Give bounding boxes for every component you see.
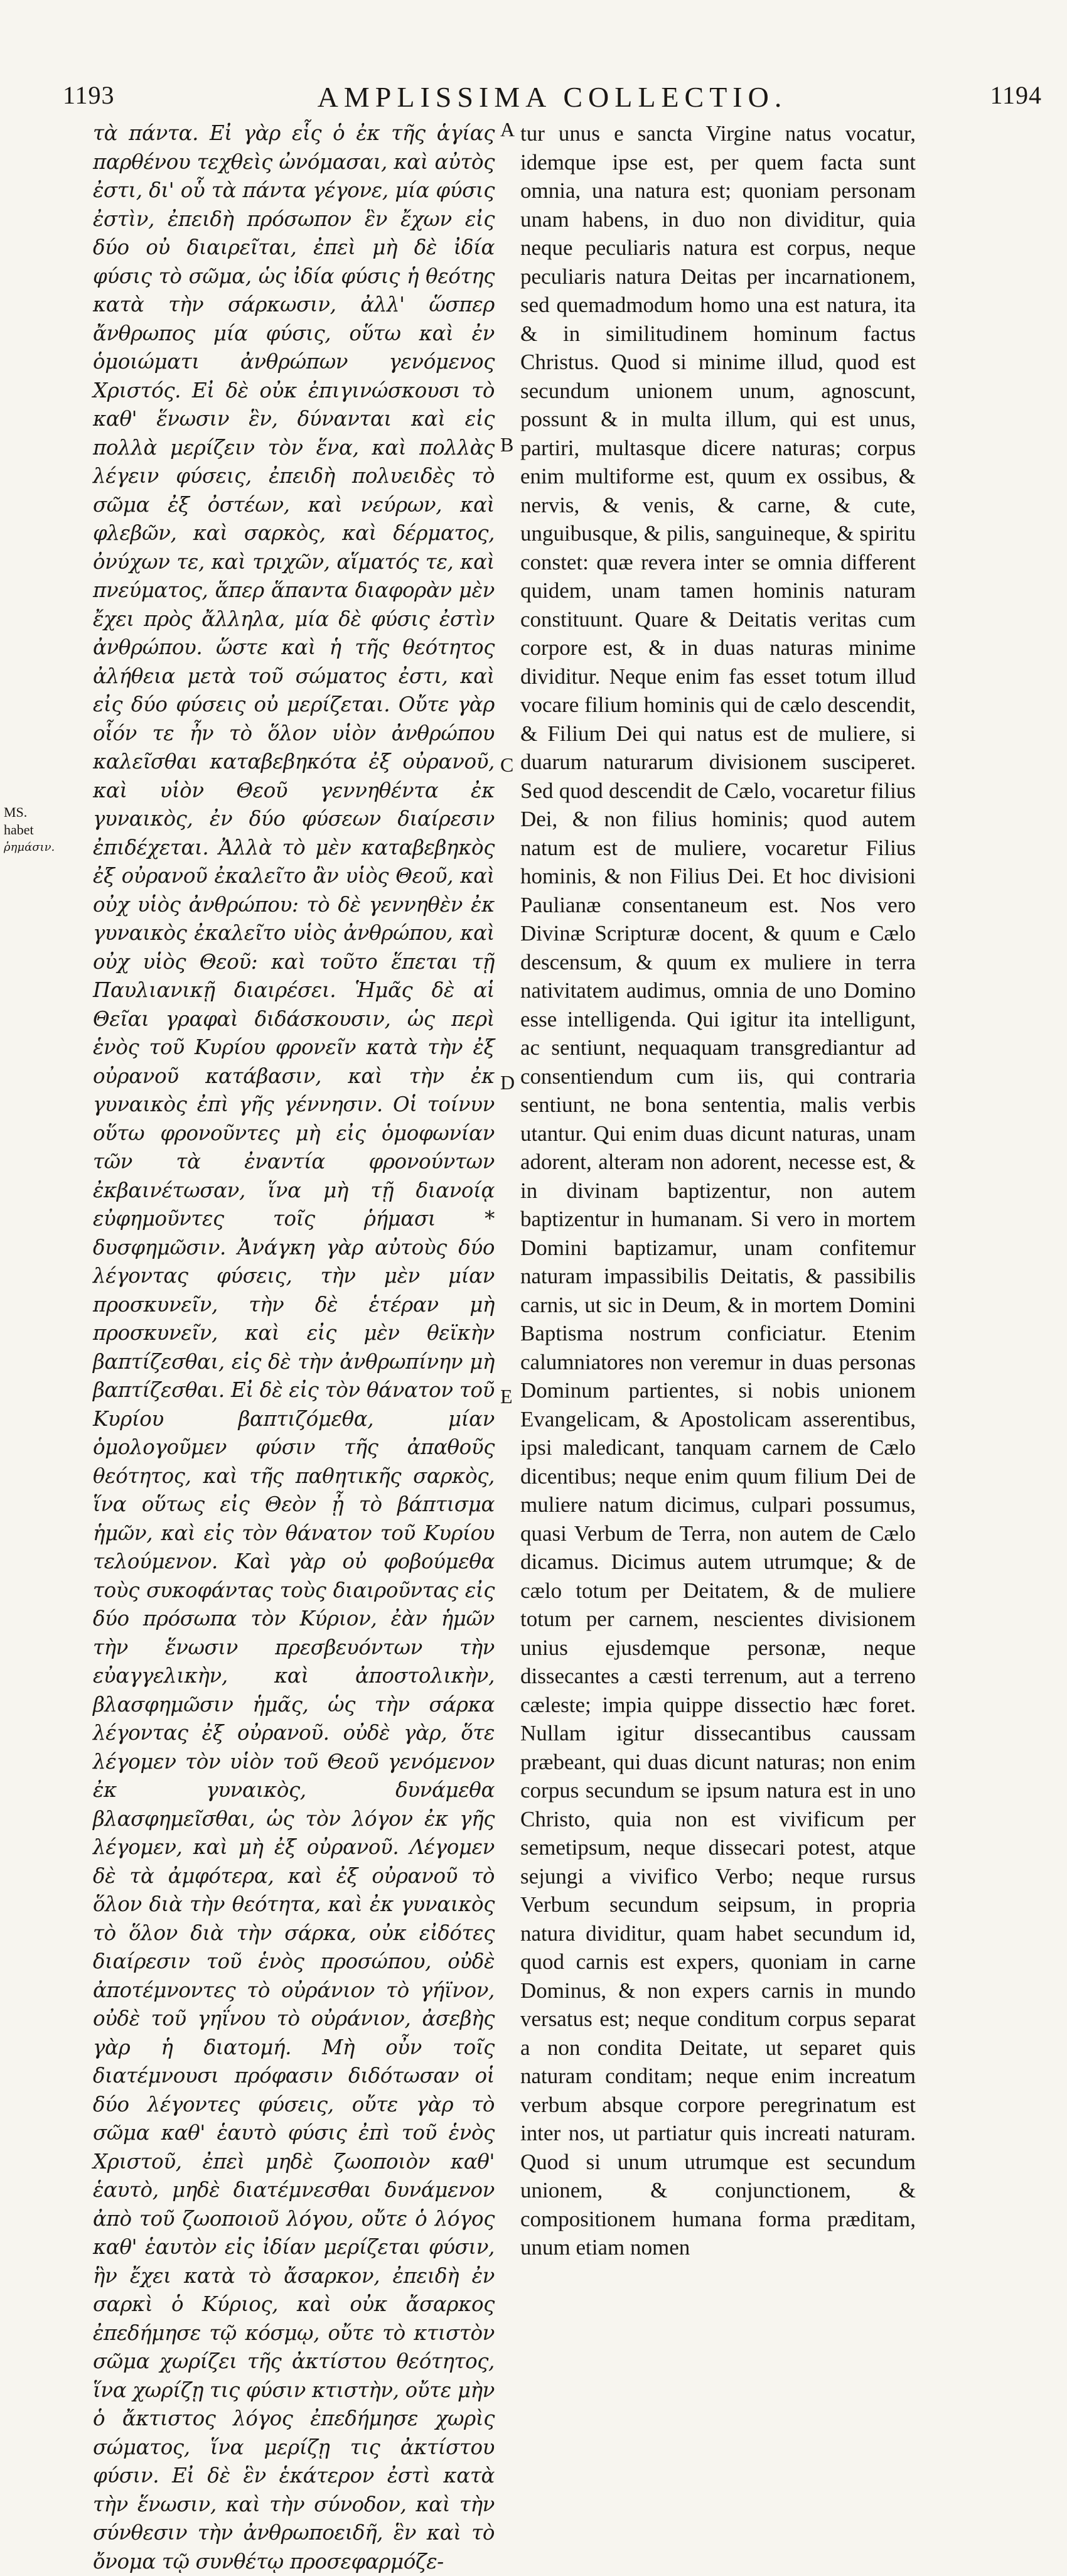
greek-text: τὰ πάντα. Εἰ γὰρ εἷς ὁ ἐκ τῆς ἁγίας παρθένου τεχθεὶς ὠνόμασαι, καὶ αὐτὸς ἐστι, δι' οὗ τὰ πάντα γέγονε, μία φύσις ἐστὶν, ἐπειδὴ πρόσωπον ἓν ἔχων εἰς δύο οὐ διαιρεῖται, ἐπεὶ μὴ δὲ ἰδία φύσις τὸ σῶμα, ὡς ἰδία φύσις ἡ θεότης κατὰ τὴν σάρκωσιν, ἀλλ' ὥσπερ ἄνθρωπος μία φύσις, οὕτω καὶ ἐν ὁμοιώματι ἀνθρώπων γενόμενος Χριστός. Εἰ δὲ οὐκ ἐπιγινώσκουσι τὸ καθ' ἕνωσιν ἓν, δύνανται καὶ εἰς πολλὰ μερίζειν τὸν ἕνα, καὶ πολλὰς λέγειν φύσεις, ἐπειδὴ πολυειδὲς τὸ σῶμα ἐξ ὀστέων, καὶ νεύρων, καὶ φλεβῶν, καὶ σαρκὸς, καὶ δέρματος, ὀνύχων τε, καὶ τριχῶν, αἵματός τε, καὶ πνεύματος, ἅπερ ἅπαντα διαφορὰν μὲν ἔχει πρὸς ἄλληλα, μία δὲ φύσις ἐστὶν ἀνθρώπου. ὥστε καὶ ἡ τῆς θεότητος ἀλήθεια μετὰ τοῦ σώματος ἐστι, καὶ εἰς δύο φύσεις οὐ μερίζεται. Οὔτε γὰρ οἷόν τε ἦν τὸ ὅλον υἱὸν ἀνθρώπου καλεῖσθαι καταβεβηκότα ἐξ οὐρανοῦ, καὶ υἱὸν Θεοῦ γεννηθέντα ἐκ γυναικὸς, ἐν δύο φύσεων διαίρεσιν ἐπιδέχεται. Ἀλλὰ τὸ μὲν καταβεβηκὸς ἐξ οὐρανοῦ ἐκαλεῖτο ἂν υἱὸς Θεοῦ, καὶ οὐχ υἱὸς ἀνθρώπου: τὸ δὲ γεννηθὲν ἐκ γυναικὸς ἐκαλεῖτο υἱὸς ἀνθρώπου, καὶ οὐχ υἱὸς Θεοῦ: καὶ τοῦτο ἕπεται τῇ Παυλιανικῇ διαιρέσει. Ἡμᾶς δὲ αἱ Θεῖαι γραφαὶ διδάσκουσιν, ὡς περὶ ἑνὸς τοῦ Κυρίου φρονεῖν κατὰ τὴν ἐξ οὐρανοῦ κατάβασιν, καὶ τὴν ἐκ γυναικὸς ἐπὶ γῆς γέννησιν. Οἱ τοίνυν οὕτω φρονοῦντες μὴ εἰς ὁμοφωνίαν τῶν τὰ ἐναντία φρονούντων ἐκβαινέτωσαν, ἵνα μὴ τῇ διανοίᾳ εὐφημοῦντες τοῖς ῥήμασι * δυσφημῶσιν. Ἀνάγκη γὰρ αὐτοὺς δύο λέγοντας φύσεις, τὴν μὲν μίαν προσκυνεῖν, τὴν δὲ ἑτέραν μὴ προσκυνεῖν, καὶ εἰς μὲν θεϊκὴν βαπτίζεσθαι, εἰς δὲ τὴν ἀνθρωπίνην μὴ βαπτίζεσθαι. Εἰ δὲ εἰς τὸν θάνατον τοῦ Κυρίου βαπτιζόμεθα, μίαν ὁμολογοῦμεν φύσιν τῆς ἀπαθοῦς θεότητος, καὶ τῆς παθητικῆς σαρκὸς, ἵνα οὕτως εἰς Θεὸν ᾖ τὸ βάπτισμα ἡμῶν, καὶ εἰς τὸν θάνατον τοῦ Κυρίου τελούμενον. Καὶ γὰρ οὐ φοβούμεθα τοὺς συκοφάντας τοὺς διαιροῦντας εἰς δύο πρόσωπα τὸν Κύριον, ἐὰν ἡμῶν τὴν ἕνωσιν πρεσβευόντων τὴν εὐαγγελικὴν, καὶ ἀποστολικὴν, βλασφημῶσιν ἡμᾶς, ὡς τὴν σάρκα λέγοντας ἐξ οὐρανοῦ. οὐδὲ γὰρ, ὅτε λέγομεν τὸν υἱὸν τοῦ Θεοῦ γενόμενον ἐκ γυναικὸς, δυνάμεθα βλασφημεῖσθαι, ὡς τὸν λόγον ἐκ γῆς λέγομεν, καὶ μὴ ἐξ οὐρανοῦ. Λέγομεν δὲ τὰ ἀμφότερα, καὶ ἐξ οὐρανοῦ τὸ ὅλον διὰ τὴν θεότητα, καὶ ἐκ γυναικὸς τὸ ὅλον διὰ τὴν σάρκα, οὐκ εἰδότες διαίρεσιν τοῦ ἑνὸς προσώπου, οὐδὲ ἀποτέμνοντες τὸ οὐράνιον τὸ γήϊνον, οὐδὲ τοῦ γηΐνου τὸ οὐράνιον, ἀσεβὴς γὰρ ἡ διατομή. Μὴ οὖν τοῖς διατέμνουσι πρόφασιν διδότωσαν οἱ δύο λέγοντες φύσεις, οὔτε γὰρ τὸ σῶμα καθ' ἑαυτὸ φύσις ἐπὶ τοῦ ἑνὸς Χριστοῦ, ἐπεὶ μηδὲ ζωοποιὸν καθ' ἑαυτὸ, μηδὲ διατέμνεσθαι δυνάμενον ἀπὸ τοῦ ζωοποιοῦ λόγου, οὔτε ὁ λόγος καθ' ἑαυτὸν εἰς ἰδίαν μερίζεται φύσιν, ἣν ἔχει κατὰ τὸ ἄσαρκον, ἐπειδὴ ἐν σαρκὶ ὁ Κύριος, καὶ οὐκ ἄσαρκος ἐπεδήμησε τῷ κόσμῳ, οὔτε τὸ κτιστὸν σῶμα χωρίζει τῆς ἀκτίστου θεότητος, ἵνα χωρίζῃ τις φύσιν κτιστὴν, οὔτε μὴν ὁ ἄκτιστος λόγος ἐπεδήμησε χωρὶς σώματος, ἵνα μερίζῃ τις ἀκτίστου φύσιν. Εἰ δὲ ἓν ἑκάτερον ἐστὶ κατὰ τὴν ἕνωσιν, καὶ τὴν σύνοδον, καὶ τὴν σύνθεσιν τὴν ἀνθρωποειδῆ, ἓν καὶ τὸ ὄνομα τῷ συνθέτῳ προσεφαρμόζε- [93,121,495,2573]
margin-note [4,804,54,856]
greek-column [93,119,495,2573]
section-marker-c: C [500,753,514,776]
margin-note-greek: ῥημάσιν. [4,841,55,854]
left-page-number: 1193 [63,81,115,109]
section-marker-a: A [500,118,515,141]
section-marker-b: B [500,433,514,456]
right-page-number: 1194 [990,81,1042,109]
page-header [63,80,1042,118]
section-marker-d: D [500,1071,515,1094]
latin-column [520,119,916,2260]
running-title: AMPLISSIMA COLLECTIO. [317,81,788,113]
section-marker-e: E [500,1385,513,1408]
latin-text: tur unus e sancta Virgine natus vocatur, idemque ipse est, per quem facta sunt omnia, una natura est; quoniam personam unam habens, in duo non dividitur, quia neque peculiaris natura est corpus, neque peculiaris natura Deitas per incarnationem, sed quemadmodum homo una est natura, ita & in similitudinem hominum factus Christus. Quod si minime illud, quod est secundum unionem unum, agnoscunt, possunt & in multa illum, qui est unus, partiri, multasque dicere naturas; corpus enim multiforme est, quum ex ossibus, & nervis, & venis, & carne, & cute, unguibusque, & pilis, sanguineque, & spiritu constet: quæ revera inter se omnia different quidem, unam tamen hominis naturam constituunt. Quare & Deitatis veritas cum corpore est, & in duas naturas minime dividitur. Neque enim fas esset totum illud vocare filium hominis qui de cælo descendit, & Filium Dei qui natus est de muliere, si duarum naturarum divisionem susciperet. Sed quod descendit de Cælo, vocaretur filius Dei, & non filius hominis; quod autem natum est de muliere, vocaretur Filius hominis, & non Filius Dei. Et hoc divisioni Paulianæ consentaneum est. Nos vero Divinæ Scripturæ docent, & quum e Cælo descensum, & quum ex muliere in terra nativitatem audimus, omnia de uno Domino esse intelligenda. Qui igitur ita intelligunt, ac sentiunt, nequaquam transgrediantur ad consentiendum cum iis, qui contraria sentiunt, ne bona sententia, malis verbis utantur. Qui enim duas dicunt naturas, unam adorent, alteram non adorent, necesse est, & in divinam baptizentur, non autem baptizentur in humanam. Si vero in mortem Domini baptizamur, unam confitemur naturam impassibilis Deitatis, & passibilis carnis, ut sic in Deum, & in mortem Domini Baptisma nostrum conficiatur. Etenim calumniatores non veremur in duas personas Dominum partientes, si nobis unionem Evangelicam, & Apostolicam asserentibus, ipsi maledicant, tanquam carnem de Cælo dicentibus; neque enim quum filium Dei de muliere natum dicimus, culpari possumus, quasi Verbum de Terra, non autem de Cælo dicamus. Dicimus autem utrumque; & de cælo totum per Deitatem, & de muliere totum per carnem, nescientes divisionem unius ejusdemque personæ, neque dissecantes a cæsti terrenum, aut a terreno cæleste; impia quippe dissectio hæc foret. Nullam igitur dissecantibus caussam præbeant, qui duas dicunt naturas; non enim corpus secundum se ipsum natura est in uno Christo, quia non est vivificum per semetipsum, neque dissecari potest, atque sejungi a vivifico Verbo; neque rursus Verbum secundum seipsum, in propria natura dividitur, quam habet secundum id, quod carnis est expers, quoniam in carne Dominus, & non expers carnis in mundo versatus est; neque conditum corpus separat a non condita Deitate, ut separet quis naturam conditam; neque enim increatum verbum absque corpore peregrinatum est inter nos, ut partiatur quis increati naturam. Quod si unum utrumque est secundum unionem, & conjunctionem, & compositionem humana forma præditam, unum etiam nomen [520,121,916,2260]
margin-note-latin: MS. habet [4,804,34,838]
